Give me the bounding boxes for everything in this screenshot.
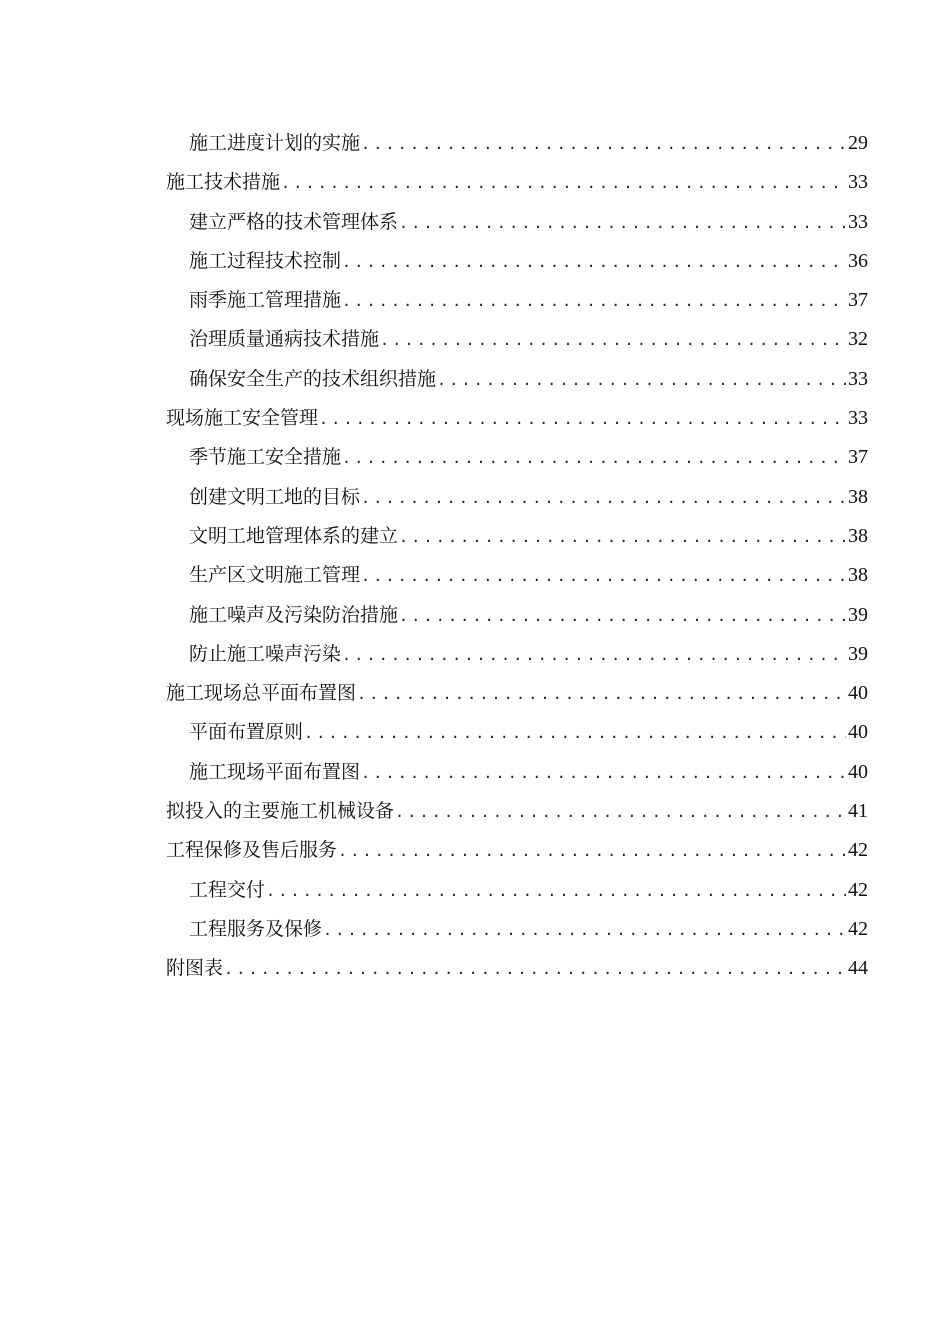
toc-entry-title: 施工进度计划的实施 (189, 132, 361, 154)
toc-entry-title: 现场施工安全管理 (166, 407, 319, 430)
toc-entry[interactable] (166, 320, 868, 359)
toc-page-number: 38 (848, 485, 868, 508)
toc-entry-title: 雨季施工管理措施 (189, 289, 342, 312)
toc-entry[interactable] (166, 399, 868, 438)
toc-dot-leader (342, 282, 846, 321)
toc-entry-title: 平面布置原则 (189, 721, 304, 744)
toc-dot-leader (319, 400, 846, 439)
toc-entry[interactable] (166, 949, 868, 988)
toc-entry[interactable] (166, 753, 868, 792)
toc-page-number: 42 (848, 878, 868, 901)
toc-page-number: 42 (848, 839, 868, 862)
toc-dot-leader (224, 950, 846, 989)
toc-page-number: 32 (848, 328, 868, 351)
toc-entry[interactable] (166, 831, 868, 870)
toc-dot-leader (395, 793, 846, 832)
toc-dot-leader (361, 754, 846, 793)
toc-entry-title: 工程交付 (189, 878, 266, 901)
toc-entry-title: 治理质量通病技术措施 (189, 328, 380, 351)
toc-entry[interactable] (166, 713, 868, 752)
toc-page-number: 38 (848, 524, 868, 547)
toc-dot-leader (399, 204, 846, 243)
toc-dot-leader (380, 321, 846, 360)
toc-entry[interactable] (166, 596, 868, 635)
toc-entry[interactable] (166, 635, 868, 674)
toc-dot-leader (437, 361, 846, 400)
toc-page-number: 38 (848, 564, 868, 587)
toc-page-number: 37 (848, 289, 868, 312)
toc-dot-leader (266, 872, 846, 911)
toc-dot-leader (361, 557, 846, 596)
toc-dot-leader (323, 911, 846, 950)
toc-entry[interactable] (166, 203, 868, 242)
table-of-contents (166, 124, 868, 989)
toc-dot-leader (342, 636, 846, 675)
toc-entry-title: 季节施工安全措施 (189, 446, 342, 469)
toc-page-number: 39 (848, 603, 868, 626)
toc-page-number: 39 (848, 642, 868, 665)
toc-page-number: 33 (848, 171, 868, 194)
toc-dot-leader (361, 479, 846, 518)
toc-page-number: 40 (848, 760, 868, 783)
toc-entry-title: 文明工地管理体系的建立 (189, 524, 399, 547)
toc-page-number: 42 (848, 917, 868, 940)
toc-entry-title: 防止施工噪声污染 (189, 642, 342, 665)
toc-page-number: 36 (848, 249, 868, 272)
toc-entry[interactable] (166, 478, 868, 517)
toc-page-number: 40 (848, 682, 868, 705)
toc-dot-leader (399, 518, 846, 557)
toc-page-number: 29 (848, 132, 868, 154)
toc-page-number: 33 (848, 210, 868, 233)
toc-entry[interactable] (166, 910, 868, 949)
toc-page-number: 33 (848, 367, 868, 390)
toc-dot-leader (399, 597, 846, 636)
toc-page-number: 44 (848, 957, 868, 980)
toc-entry-title: 施工噪声及污染防治措施 (189, 603, 399, 626)
toc-entry-title: 建立严格的技术管理体系 (189, 210, 399, 233)
toc-entry[interactable] (166, 674, 868, 713)
toc-dot-leader (357, 675, 846, 714)
toc-dot-leader (342, 439, 846, 478)
toc-dot-leader (304, 714, 846, 753)
toc-page-number: 40 (848, 721, 868, 744)
toc-entry-title: 施工技术措施 (166, 171, 281, 194)
toc-entry-title: 工程服务及保修 (189, 917, 323, 940)
toc-entry[interactable] (166, 556, 868, 595)
toc-entry[interactable] (166, 242, 868, 281)
toc-entry-title: 附图表 (166, 957, 224, 980)
toc-entry[interactable] (166, 871, 868, 910)
toc-entry-title: 施工过程技术控制 (189, 249, 342, 272)
toc-entry[interactable] (166, 281, 868, 320)
toc-page-number: 41 (848, 800, 868, 823)
toc-page-number: 33 (848, 407, 868, 430)
toc-dot-leader (361, 125, 846, 164)
toc-entry-title: 拟投入的主要施工机械设备 (166, 800, 395, 823)
toc-entry[interactable] (166, 360, 868, 399)
toc-entry[interactable] (166, 124, 868, 163)
toc-entry-title: 生产区文明施工管理 (189, 564, 361, 587)
toc-entry-title: 创建文明工地的目标 (189, 485, 361, 508)
toc-entry-title: 确保安全生产的技术组织措施 (189, 367, 437, 390)
toc-entry[interactable] (166, 792, 868, 831)
toc-entry[interactable] (166, 163, 868, 202)
toc-entry[interactable] (166, 517, 868, 556)
toc-entry-title: 工程保修及售后服务 (166, 839, 338, 862)
toc-entry-title: 施工现场平面布置图 (189, 760, 361, 783)
toc-entry[interactable] (166, 438, 868, 477)
toc-page-number: 37 (848, 446, 868, 469)
toc-dot-leader (342, 243, 846, 282)
toc-entry-title: 施工现场总平面布置图 (166, 682, 357, 705)
toc-dot-leader (281, 164, 846, 203)
toc-dot-leader (338, 832, 846, 871)
